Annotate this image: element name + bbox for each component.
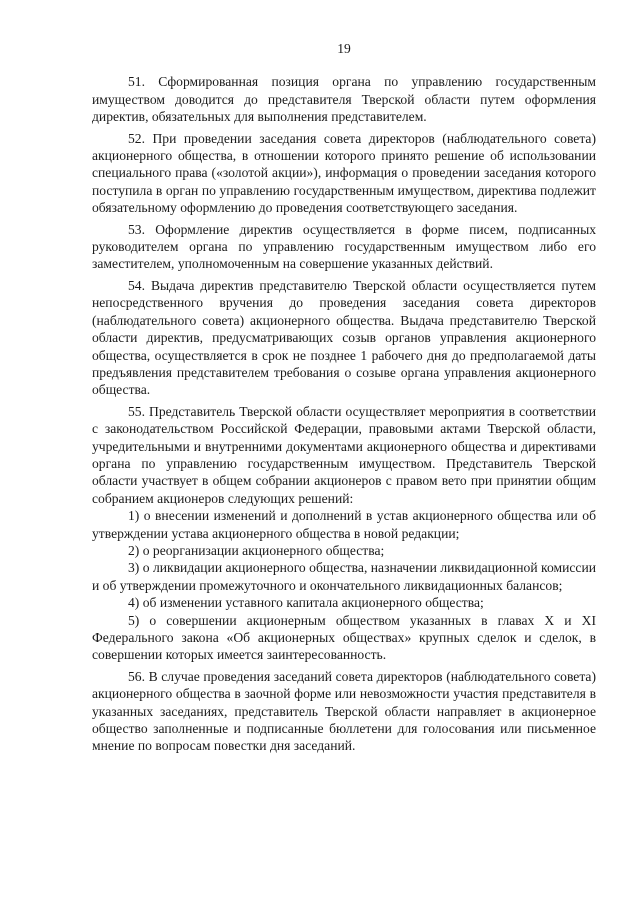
list-item-5: 5) о совершении акционерным обществом указанных в главах X и XI Федерального закона «Об акционерных обществах» крупных сделок и сделок, в совершении которых имеется заинтересованность. (92, 612, 596, 663)
list-item-2: 2) о реорганизации акционерного общества; (128, 542, 385, 558)
list-item-4: 4) об изменении уставного капитала акционерного общества; (128, 595, 484, 611)
paragraph-51: 51. Сформированная позиция органа по управлению государственным имуществом доводится до представителя Тверской области путем оформления директив, обязательных для выполнения представителем. (92, 74, 596, 125)
list-item-1: 1) о внесении изменений и дополнений в устав акционерного общества или об утверждении устава акционерного общества в новой редакции; (92, 508, 596, 541)
paragraph-56: 56. В случае проведения заседаний совета директоров (наблюдательного совета) акционерного общества в заочной форме или невозможности участия представителя в указанных заседаниях, представитель Тверской области направляет в акционерное общество заполненные и подписанные бюллетени для голосования или письменное мнение по вопросам повестки дня заседаний. (92, 668, 596, 754)
paragraph-54: 54. Выдача директив представителю Тверской области осуществляется путем непосредственного вручения до проведения заседания совета директоров (наблюдательного совета) акционерного общества. Выдача представителю Тверской области директив, предусматривающих созыв органов управления акционерного общества, осуществляется в срок не позднее 1 рабочего дня до предполагаемой даты предъявления представителем требования о созыве органа управления акционерного общества. (92, 277, 596, 398)
page-number: 19 (337, 41, 351, 56)
list-item-3: 3) о ликвидации акционерного общества, назначении ликвидационной комиссии и об утверждении промежуточного и окончательного ликвидационных балансов; (92, 560, 596, 593)
paragraph-55: 55. Представитель Тверской области осуществляет мероприятия в соответствии с законодательством Российской Федерации, правовыми актами Тверской области, учредительными и внутренними документами акционерного общества и директивами органа по управлению государственным имуществом. Представитель Тверской области участвует в общем собрании акционеров с правом вето при принятии общим собранием акционеров следующих решений: (92, 403, 596, 506)
paragraph-52: 52. При проведении заседания совета директоров (наблюдательного совета) акционерного общества, в отношении которого принято решение об использовании специального права («золотой акции»), информация о проведении заседания которого поступила в орган по управлению государственным имуществом, директива подлежит обязательному оформлению до проведения соответствующего заседания. (92, 130, 596, 216)
paragraph-53: 53. Оформление директив осуществляется в форме писем, подписанных руководителем органа по управлению государственным имуществом либо его заместителем, уполномоченным на совершение указанных действий. (92, 221, 596, 272)
